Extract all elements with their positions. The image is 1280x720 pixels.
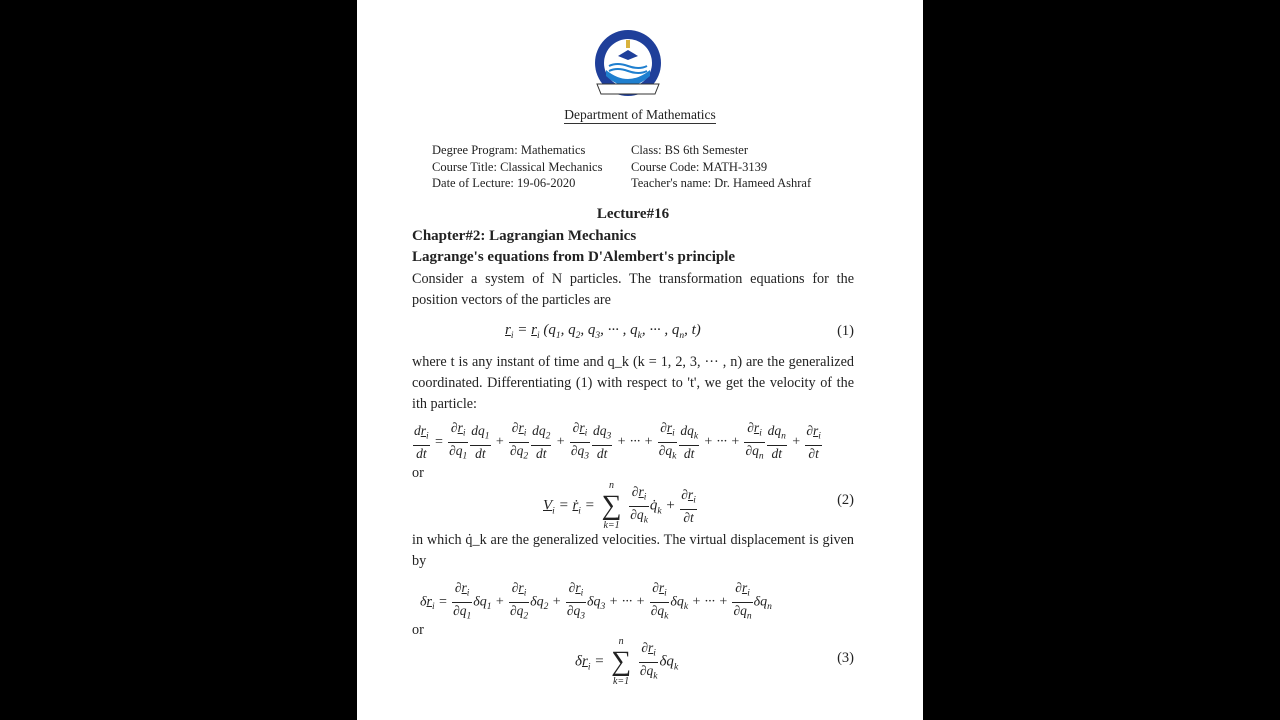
lecture-title: Lecture#16	[596, 206, 670, 222]
chapter-heading: Chapter#2: Lagrangian Mechanics	[412, 228, 637, 244]
lecture-date: Date of Lecture: 19-06-2020	[432, 176, 576, 190]
section-heading: Lagrange's equations from D'Alembert's principle	[412, 249, 736, 265]
equation-1: $r_i = r_i$ ($q_1$, $q_2$, $q_3$, ··· , $q_k$, ··· , $q_n$, t)	[505, 322, 701, 341]
university-logo	[589, 26, 667, 104]
velocity-expansion-equation: $dr_i$ dt = $\frac{\partial r_i}{\partial q_1}$ $\frac{dq_1}{dt}$ + $\frac{\partial r_i}{\partial q_2}$ $\frac{dq_2}{dt}$ + $\frac{\partial r_i}{\partial q_3}$ $\frac{dq_3}{dt}$ + ··· + $\frac{\partial r_i}{\partial q_k}$ $dq_k$ dt + ··· + $\frac{\partial r_i}{\partial q_n}$ $dq_n$ dt + $\frac{\partial r_i}{\partial t}$	[414, 420, 821, 462]
paragraph-intro: Consider a system of N particles. The transformation equations for the position vectors of the particles are	[412, 271, 854, 308]
paragraph-velocity: where t is any instant of time and q_k (k = 1, 2, 3, ··· , n) are the generalized coordinated. Differentiating (1) with respect to 't', we get the velocity of the ith particle:	[412, 354, 854, 412]
teacher-name: Teacher's name: Dr. Hameed Ashraf	[631, 176, 812, 190]
equation-number-1: (1)	[837, 323, 854, 339]
equation-number-2: (2)	[837, 492, 854, 508]
course-code: Course Code: MATH-3139	[631, 159, 768, 174]
paragraph-virtual-displacement: in which q̇_k are the generalized velocities. The virtual displacement is given by	[412, 532, 854, 569]
or-text-2: or	[412, 622, 424, 638]
or-text-1: or	[412, 465, 424, 481]
degree-program: Degree Program: Mathematics	[432, 143, 586, 157]
virtual-displacement-equation: $\delta r_i$ = $\frac{\partial r_i}{\partial q_1}$ $\delta q_1$ + $\frac{\partial r_i}{\partial q_2}$ $\delta q_2$ + $\frac{\partial r_i}{\partial q_3}$ $\delta q_3$ + ··· + $\frac{\partial r_i}{\partial q_k}$ $\delta q_k$ + ··· + $\frac{\partial r_i}{\partial q_n}$ $\delta q_n$	[420, 580, 772, 622]
equation-number-3: (3)	[837, 650, 854, 666]
course-title: Course Title: Classical Mechanics	[432, 159, 603, 174]
document-page	[357, 0, 923, 720]
equation-3: $\delta r_i$ = n ∑ k=1 $\frac{\partial r_i}{\partial q_k}$ $\delta q_k$	[575, 636, 679, 687]
equation-2: $V_i$ = ṙ$_i$ = n ∑ k=1 $\frac{\partial r_i}{\partial q_k}$ $q̇_k$ + $\frac{\partial r_i}{\partial t}$	[543, 480, 696, 531]
class-info: Class: BS 6th Semester	[631, 143, 749, 157]
department-title: Department of Mathematics	[564, 107, 716, 122]
course-info-left	[432, 142, 602, 192]
course-info-right	[631, 142, 811, 192]
